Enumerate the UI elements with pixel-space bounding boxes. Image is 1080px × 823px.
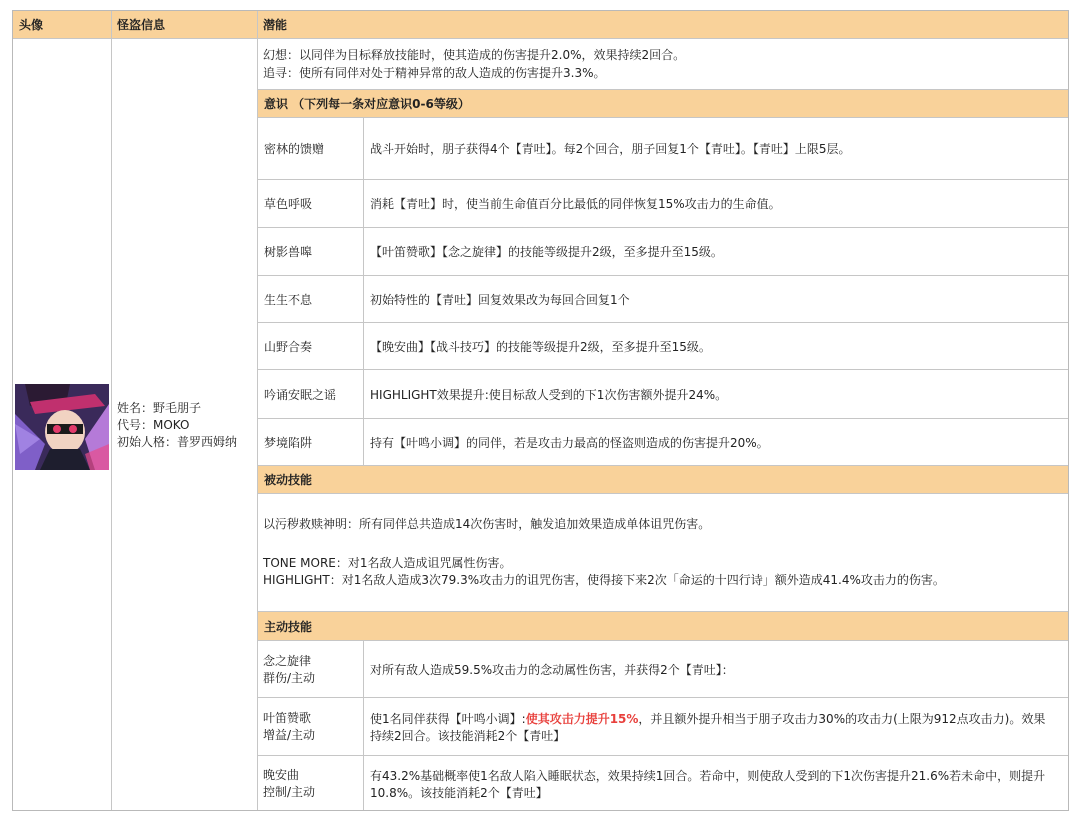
header-potential: 潜能 — [257, 11, 1068, 38]
skill-desc-3: 有43.2%基础概率使1名敌人陷入睡眠状态，效果持续1回合。若命中，则使敌人受到的下1次伤害提升21.6%若未命中，则提升10.8%。该技能消耗2个【青吐】 — [370, 769, 1046, 800]
passive-line-2: TONE MORE：对1名敌人造成诅咒属性伤害。 — [263, 556, 512, 570]
header-avatar: 头像 — [13, 11, 111, 38]
active-header: 主动技能 — [258, 612, 1068, 640]
awareness-header: 意识 （下列每一条对应意识0-6等级） — [258, 90, 1068, 117]
awareness-name-6: 吟诵安眠之谣 — [264, 387, 337, 402]
awareness-name-2: 草色呼吸 — [264, 197, 313, 211]
skill-name-2: 叶笛赞歌 — [263, 711, 312, 725]
character-portrait-icon — [15, 384, 109, 470]
skill-desc-2-a: 使1名同伴获得【叶鸣小调】: — [370, 712, 526, 726]
skill-name-3: 晚安曲 — [263, 768, 300, 782]
passive-line-3: HIGHLIGHT：对1名敌人造成3次79.3%攻击力的诅咒伤害，使得接下来2次「命运的十四行诗」额外造成41.4%攻击力的伤害。 — [263, 573, 945, 587]
skill-desc-2-highlight: 使其攻击力提升15% — [525, 712, 639, 726]
skill-desc-1: 对所有敌人造成59.5%攻击力的念动属性伤害，并获得2个【青吐】： — [370, 662, 734, 677]
skill-table — [12, 10, 1069, 811]
awareness-desc-3: 【叶笛赞歌】【念之旋律】的技能等级提升2级，至多提升至15级。 — [370, 245, 723, 259]
potential-line-1: 幻想：以同伴为目标释放技能时，使其造成的伤害提升2.0%，效果持续2回合。 — [263, 48, 686, 62]
header-info: 怪盗信息 — [111, 11, 257, 38]
awareness-name-3: 树影兽嗥 — [264, 245, 313, 259]
thief-persona: 初始人格：普罗西姆纳 — [117, 435, 238, 449]
awareness-desc-5: 【晚安曲】【战斗技巧】的技能等级提升2级，至多提升至15级。 — [370, 339, 711, 354]
thief-code: 代号：MOKO — [117, 418, 190, 432]
awareness-desc-6: HIGHLIGHT效果提升:使目标敌人受到的下1次伤害额外提升24%。 — [370, 387, 728, 402]
potential-line-2: 追寻：使所有同伴对处于精神异常的敌人造成的伤害提升3.3%。 — [263, 66, 606, 80]
awareness-name-5: 山野合奏 — [264, 339, 313, 354]
awareness-desc-7: 持有【叶鸣小调】的同伴，若是攻击力最高的怪盗则造成的伤害提升20%。 — [370, 435, 769, 450]
skill-desc-2-b: ，并且额外提升相当于朋子攻击力30%的攻击力(上限为912点攻击力)。效果持续2回合。该技能消耗2个【青吐】 — [370, 712, 1046, 743]
passive-header: 被动技能 — [258, 466, 1068, 493]
thief-name: 姓名：野毛朋子 — [117, 401, 202, 415]
awareness-name-4: 生生不息 — [264, 292, 313, 307]
awareness-desc-4: 初始特性的【青吐】回复效果改为每回合回复1个 — [370, 292, 630, 307]
awareness-desc-2: 消耗【青吐】时，使当前生命值百分比最低的同伴恢复15%攻击力的生命值。 — [370, 197, 781, 211]
awareness-desc-1: 战斗开始时，朋子获得4个【青吐】。每2个回合，朋子回复1个【青吐】。【青吐】上限5层。 — [370, 142, 851, 156]
skill-name-1: 念之旋律 — [263, 654, 312, 668]
passive-line-1: 以污秽救赎神明：所有同伴总共造成14次伤害时，触发追加效果造成单体诅咒伤害。 — [263, 517, 711, 531]
skill-type-3: 控制/主动 — [263, 785, 316, 799]
awareness-name-1: 密林的馈赠 — [264, 142, 325, 156]
skill-desc-2 — [370, 711, 1054, 745]
character-avatar — [15, 384, 109, 470]
skill-type-2: 增益/主动 — [263, 728, 316, 742]
awareness-name-7: 梦境陷阱 — [264, 435, 313, 450]
skill-type-1: 群伤/主动 — [263, 671, 316, 685]
